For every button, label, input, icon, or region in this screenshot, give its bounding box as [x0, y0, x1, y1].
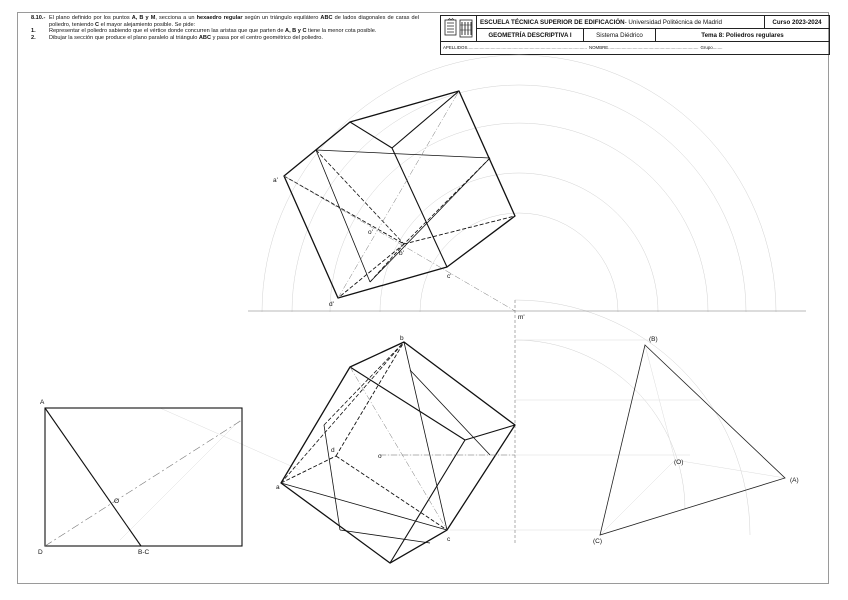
name-label: NOMBRE — [588, 45, 609, 50]
group-field[interactable]: ........ — [712, 45, 723, 50]
item-text-b: y pasa por el centro geométrico del poliedro. — [211, 34, 323, 41]
problem-number: 8.10.- — [31, 15, 46, 21]
label-tri-C: (C) — [593, 538, 603, 545]
elevation-hexahedron — [284, 91, 515, 298]
subject-name: GEOMETRÍA DESCRIPTIVA I — [488, 31, 572, 39]
label-rect-BC: B-C — [138, 549, 150, 556]
intro-solid: hexaedro regular — [196, 15, 243, 21]
auxiliary-rectangle — [45, 408, 242, 546]
intro-text-a: El plano definido por los puntos — [49, 15, 132, 21]
label-a: a — [276, 484, 280, 491]
intro-text-d: de lados diagonales de caras del poliedro, teniendo — [49, 15, 419, 28]
item-text-bold: A, B y C — [285, 28, 307, 35]
label-m-prime: m' — [518, 314, 525, 321]
elevation-axes — [284, 91, 515, 311]
label-d-prime: d' — [329, 301, 334, 308]
item-number: 1. — [31, 28, 36, 35]
label-rect-D: D — [38, 549, 43, 556]
label-a-prime: a' — [273, 177, 278, 184]
intro-points: A, B y M — [131, 15, 156, 21]
intro-text-e: el mayor alejamiento posible. Se pide: — [99, 21, 196, 28]
course-year: Curso 2023-2024 — [772, 18, 822, 26]
intro-point-c: C — [95, 21, 100, 28]
label-c-prime: c' — [447, 273, 452, 280]
group-label: Grupo — [700, 45, 713, 50]
item-text-b: tiene la menor cota posible. — [306, 28, 377, 35]
label-tri-O: (O) — [674, 459, 684, 466]
label-d: d — [331, 447, 335, 454]
label-tri-B: (B) — [649, 336, 658, 343]
label-o-prime: o' — [368, 229, 373, 236]
school-name: ESCUELA TÉCNICA SUPERIOR DE EDIFICACIÓN — [480, 18, 625, 26]
label-b: b — [400, 335, 404, 342]
intro-text-c: según un triángulo equilátero — [242, 15, 321, 21]
intro-triangle: ABC — [320, 15, 333, 21]
item-text-bold: ABC — [198, 34, 212, 41]
intro-text-b: , secciona a un — [155, 15, 197, 21]
label-b-prime: b' — [399, 250, 404, 257]
system-name: Sistema Diédrico — [596, 31, 643, 39]
university-name: - Universidad Politécnica de Madrid — [624, 18, 722, 26]
name-field[interactable]: .......................................................................... — [608, 45, 699, 50]
true-size-triangle — [600, 345, 785, 535]
construction-arcs — [262, 55, 776, 535]
label-o: o — [378, 453, 382, 460]
label-tri-A: (A) — [790, 477, 799, 484]
label-rect-O: O — [114, 498, 120, 505]
surname-field[interactable]: .................................................................................................. — [467, 45, 587, 50]
label-c: c — [447, 536, 451, 543]
label-rect-A: A — [40, 399, 45, 406]
surname-label: APELLIDOS — [443, 45, 468, 50]
item-text-a: Representar el poliedro sabiendo que el vértice donde concurren las aristas que que parten de — [49, 28, 286, 35]
item-text-a: Dibujar la sección que produce el plano paralelo al triángulo — [49, 34, 199, 41]
item-number: 2. — [31, 34, 36, 41]
topic-name: Tema 8: Poliedros regulares — [701, 31, 784, 39]
